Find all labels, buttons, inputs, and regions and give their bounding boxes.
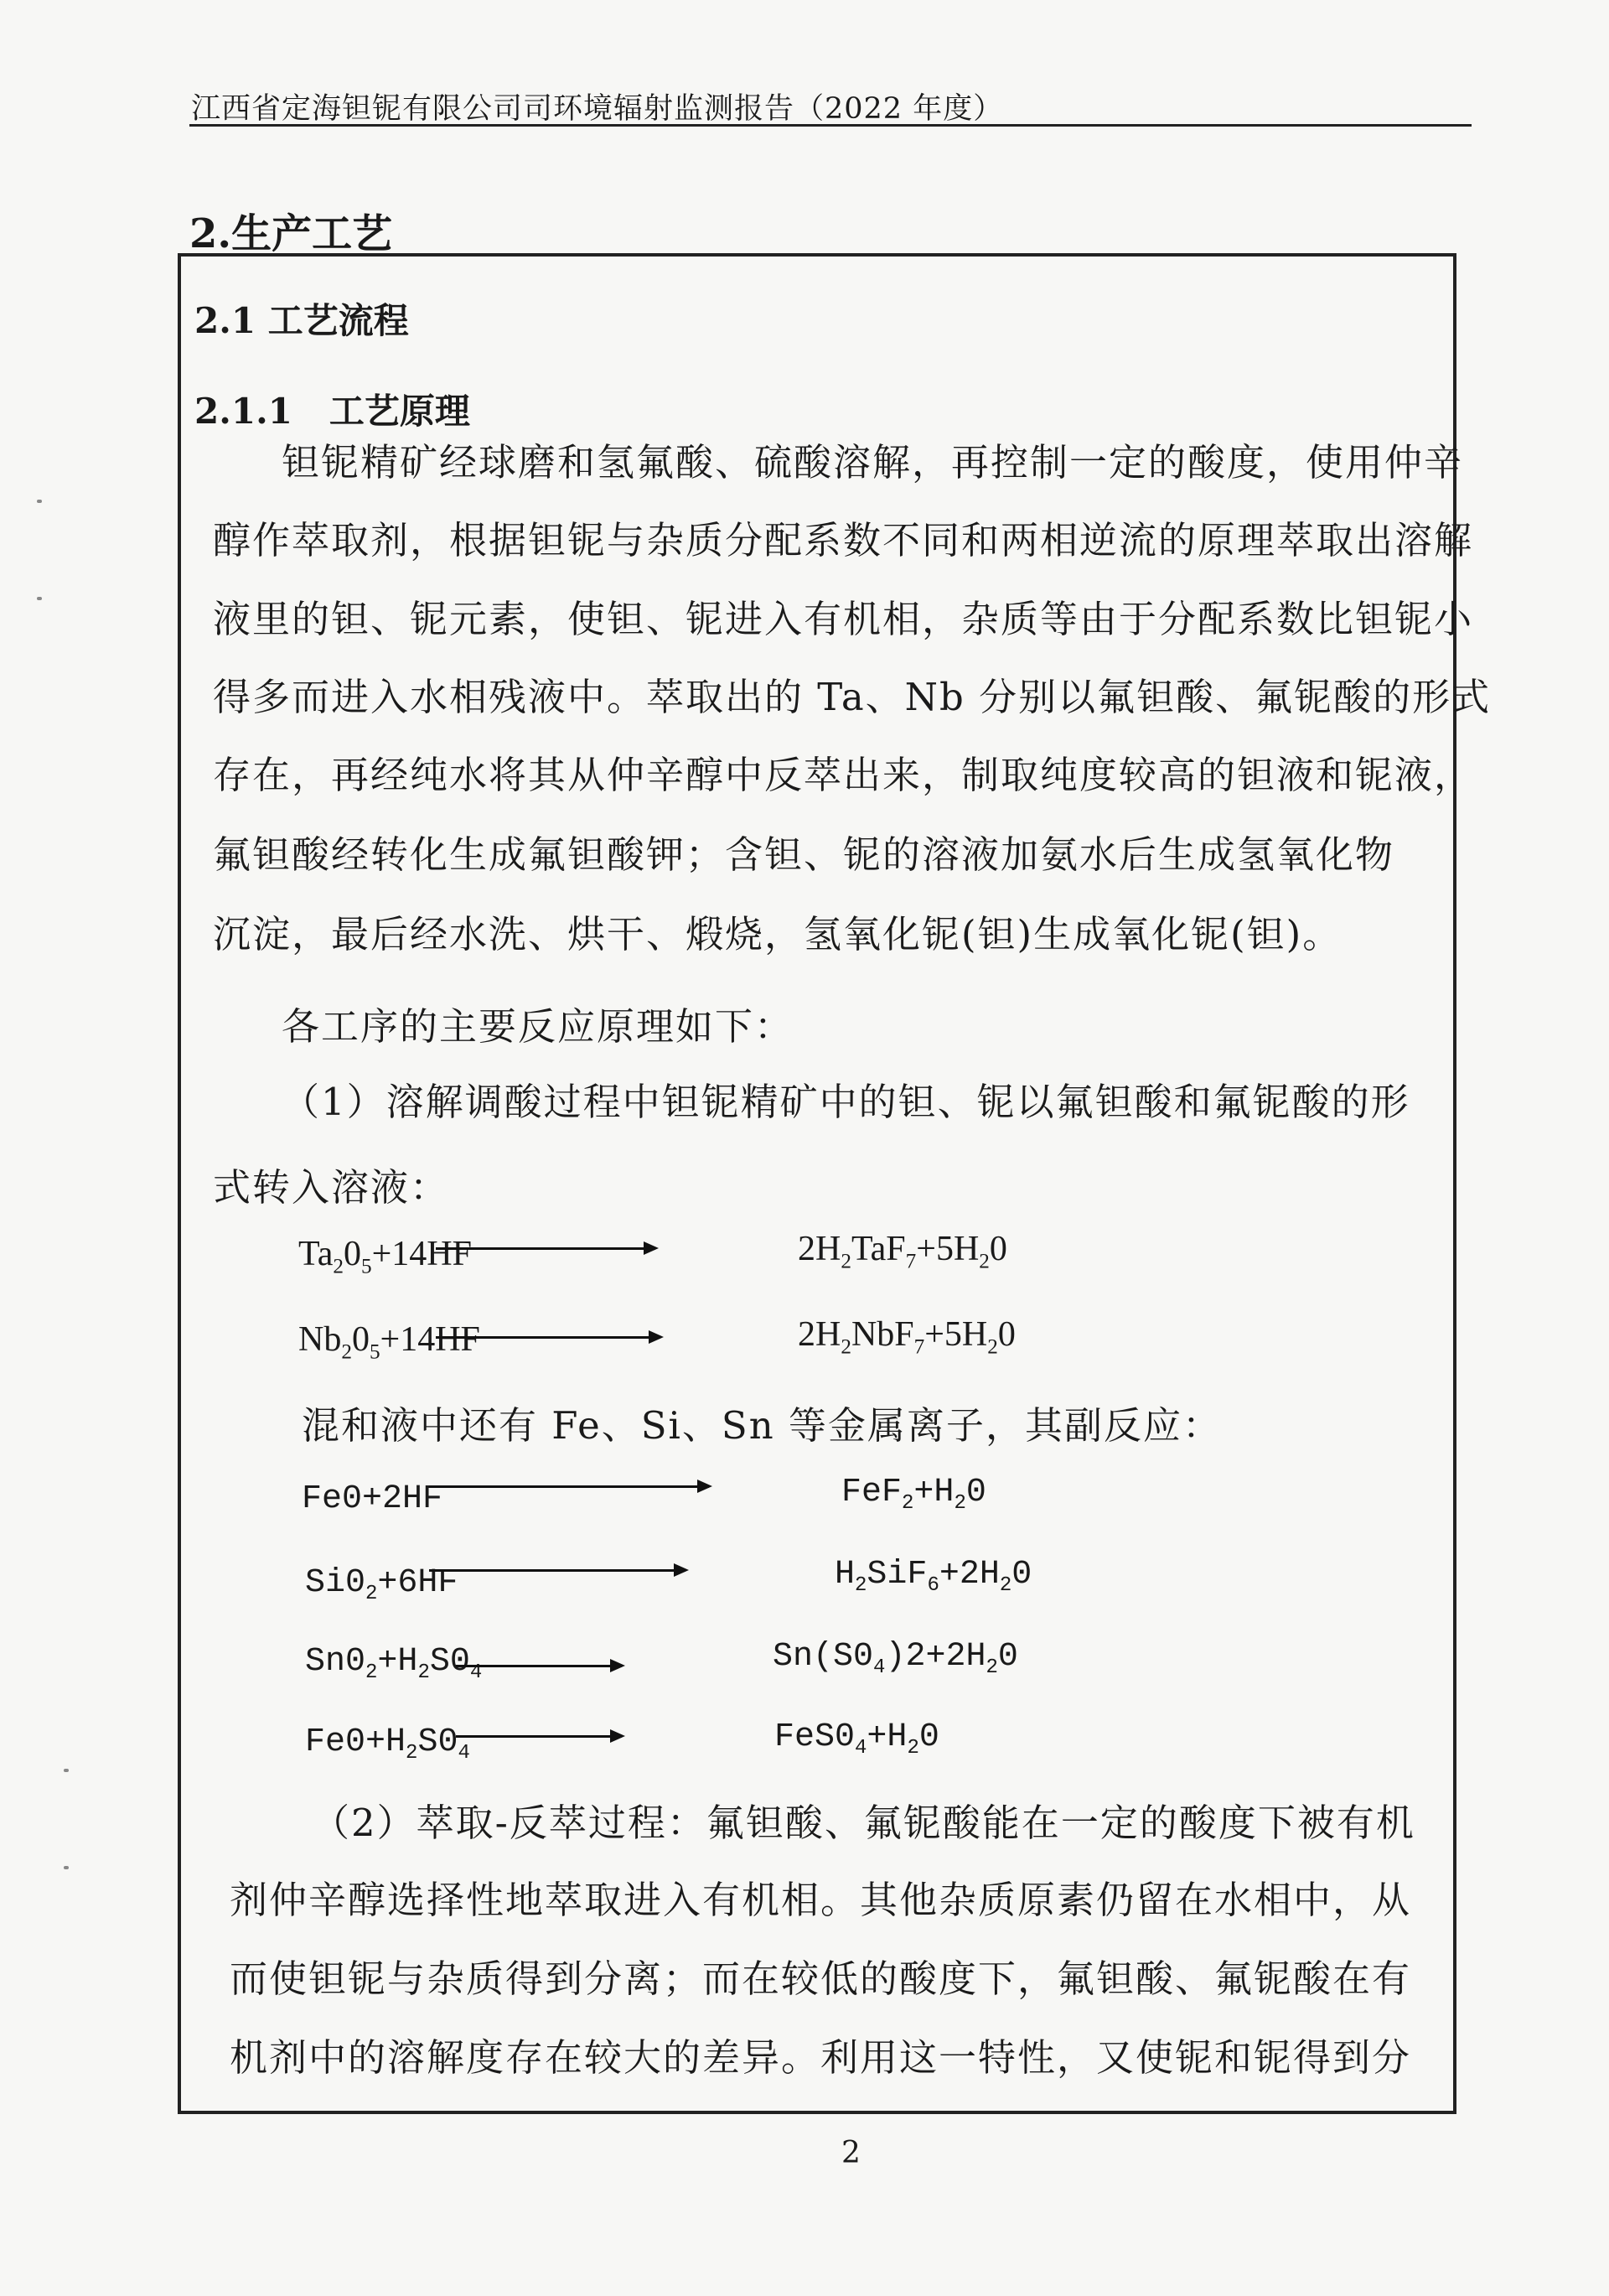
formula-subscript: 2	[333, 1255, 344, 1278]
formula-subscript: 4	[458, 1742, 470, 1765]
formula-subscript: 5	[369, 1340, 380, 1364]
formula-subscript: 2	[417, 1661, 430, 1684]
formula-subscript: 2	[365, 1583, 378, 1605]
step1-line: （1）溶解调酸过程中钽铌精矿中的钽、铌以氟钽酸和氟铌酸的形	[282, 1080, 1410, 1124]
formula-subscript: 2	[907, 1737, 919, 1760]
reaction-arrow	[429, 1485, 709, 1488]
scan-speck	[37, 597, 42, 600]
reaction-rhs: $Sn(S0_4)2+2H_20$	[773, 1638, 1018, 1679]
reaction-lhs: $Sn0_2+H_2S0_4$	[305, 1643, 483, 1684]
side-reaction-intro: 混和液中还有 Fe、Si、Sn 等金属离子，其副反应：	[302, 1403, 1223, 1448]
header-divider	[189, 124, 1472, 127]
reaction-rhs: $FeS0_4+H_20$	[774, 1718, 939, 1760]
formula-subscript: 2	[855, 1574, 867, 1597]
formula-subscript: 2	[979, 1250, 990, 1273]
formula-subscript: 2	[902, 1492, 914, 1515]
reaction-intro: 各工序的主要反应原理如下：	[282, 1004, 794, 1049]
formula-subscript: 2	[365, 1661, 378, 1684]
reaction-arrow	[436, 1336, 660, 1339]
formula-subscript: 2	[406, 1742, 418, 1765]
step2-line: 而使钽铌与杂质得到分离；而在较低的酸度下，氟钽酸、氟铌酸在有	[230, 1957, 1412, 2001]
paragraph-line: 沉淀，最后经水洗、烘干、煅烧，氢氧化铌(钽)生成氧化铌(钽)。	[213, 912, 1343, 956]
formula-subscript: 6	[927, 1574, 939, 1597]
reaction-lhs: $Ta_20_5+14HF$	[298, 1235, 472, 1278]
paragraph-line: 存在，再经纯水将其从仲辛醇中反萃出来，制取纯度较高的钽液和铌液，	[213, 753, 1474, 797]
reaction-lhs: $Si0_2+6HF$	[305, 1564, 458, 1605]
formula-subscript: 2	[999, 1574, 1012, 1597]
reaction-arrow	[456, 1735, 622, 1738]
reaction-arrow	[456, 1665, 622, 1667]
formula-subscript: 5	[360, 1255, 372, 1278]
section-title: 2.生产工艺	[189, 210, 393, 257]
reaction-rhs: $2H_2TaF_7+5H_20$	[798, 1230, 1007, 1273]
paragraph-line: 醇作萃取剂，根据钽铌与杂质分配系数不同和两相逆流的原理萃取出溶解	[213, 518, 1474, 562]
formula-subscript: 2	[841, 1250, 851, 1273]
formula-subscript: 2	[341, 1340, 352, 1364]
formula-subscript: 2	[841, 1335, 851, 1359]
scan-speck	[64, 1866, 69, 1869]
reaction-arrow	[436, 1247, 655, 1250]
reaction-lhs: $Nb_20_5+14HF$	[298, 1320, 480, 1364]
page-number: 2	[841, 2136, 861, 2170]
reaction-lhs: $Fe0+H_2S0_4$	[305, 1723, 470, 1765]
reaction-rhs: $FeF_2+H_20$	[841, 1474, 986, 1515]
step2-line: 剂仲辛醇选择性地萃取进入有机相。其他杂质原素仍留在水相中，从	[230, 1878, 1412, 1922]
formula-subscript: 4	[469, 1661, 483, 1684]
formula-subscript: 2	[987, 1335, 998, 1359]
formula-subscript: 7	[905, 1250, 917, 1273]
subsubsection-number: 2.1.1	[194, 391, 292, 432]
reaction-arrow	[429, 1569, 686, 1572]
scan-speck	[64, 1769, 69, 1772]
formula-subscript: 4	[855, 1737, 867, 1760]
paragraph-line: 钽铌精矿经球磨和氢氟酸、硫酸溶解，再控制一定的酸度，使用仲辛	[282, 440, 1464, 485]
formula-subscript: 7	[913, 1335, 925, 1359]
formula-subscript: 4	[873, 1656, 886, 1679]
paragraph-line: 液里的钽、铌元素，使钽、铌进入有机相，杂质等由于分配系数比钽铌小	[213, 597, 1474, 641]
report-header: 江西省定海钽铌有限公司司环境辐射监测报告（2022 年度）	[191, 92, 1004, 126]
reaction-lhs: Fe0+2HF	[302, 1480, 443, 1518]
formula-subscript: 2	[986, 1656, 998, 1679]
paragraph-line: 得多而进入水相残液中。萃取出的 Ta、Nb 分别以氟钽酸、氟铌酸的形式	[213, 675, 1492, 719]
subsubsection-label: 工艺原理	[329, 391, 470, 432]
scan-speck	[37, 500, 42, 503]
step1-line: 式转入溶液：	[213, 1165, 450, 1210]
reaction-rhs: $2H_2NbF_7+5H_20$	[798, 1315, 1016, 1359]
step2-line: （2）萃取-反萃过程：氟钽酸、氟铌酸能在一定的酸度下被有机	[312, 1801, 1415, 1845]
step2-line: 机剂中的溶解度存在较大的差异。利用这一特性，又使铌和铌得到分	[230, 2035, 1412, 2080]
paragraph-line: 氟钽酸经转化生成氟钽酸钾；含钽、铌的溶液加氨水后生成氢氧化物	[213, 832, 1395, 877]
formula-subscript: 2	[954, 1492, 966, 1515]
subsubsection-title	[194, 384, 470, 434]
subsection-title: 2.1 工艺流程	[194, 300, 409, 341]
reaction-rhs: $H_2SiF_6+2H_20$	[835, 1556, 1032, 1597]
